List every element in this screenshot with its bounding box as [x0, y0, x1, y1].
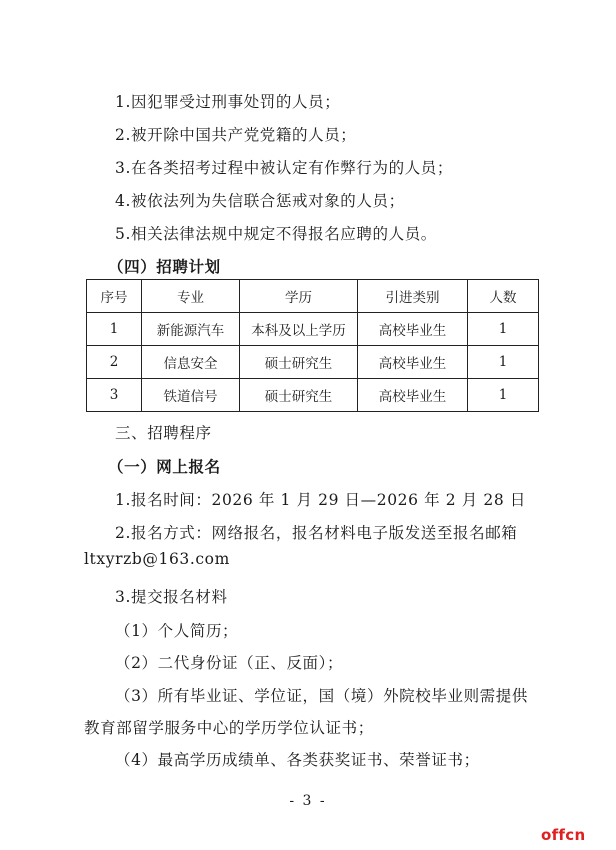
registration-method: 2.报名方式：网络报名，报名材料电子版发送至报名邮箱: [115, 524, 518, 542]
material-item-2: （2）二代身份证（正、反面）；: [115, 654, 344, 672]
plan-heading: （四）招聘计划: [108, 257, 221, 276]
disqualification-item-5: 5.相关法律法规中规定不得报名应聘的人员。: [115, 225, 437, 243]
table-cell: 硕士研究生: [240, 379, 358, 412]
online-registration-heading: （一）网上报名: [108, 457, 221, 476]
table-cell: 高校毕业生: [358, 346, 468, 379]
table-cell: 1: [468, 346, 539, 379]
registration-email: ltxyrzb@163.com: [84, 550, 230, 568]
material-item-4: （4）最高学历成绩单、各类获奖证书、荣誉证书；: [115, 751, 480, 769]
col-header-number: 序号: [87, 280, 142, 313]
table-cell: 硕士研究生: [240, 346, 358, 379]
material-item-1: （1）个人简历；: [115, 622, 239, 640]
table-cell: 本科及以上学历: [240, 313, 358, 346]
disqualification-item-2: 2.被开除中国共产党党籍的人员；: [115, 126, 357, 144]
table-header-row: [87, 280, 539, 313]
table-cell: 高校毕业生: [358, 313, 468, 346]
table-cell: 2: [87, 346, 142, 379]
col-header-category: 引进类别: [358, 280, 468, 313]
registration-time: 1.报名时间：2026 年 1 月 29 日—2026 年 2 月 28 日: [115, 491, 526, 509]
disqualification-item-1: 1.因犯罪受过刑事处罚的人员；: [115, 93, 341, 111]
watermark-logo: offcn: [541, 826, 586, 844]
table-cell: 高校毕业生: [358, 379, 468, 412]
disqualification-item-3: 3.在各类招考过程中被认定有作弊行为的人员；: [115, 159, 453, 177]
table-cell: 1: [468, 379, 539, 412]
col-header-major: 专业: [142, 280, 240, 313]
disqualification-item-4: 4.被依法列为失信联合惩戒对象的人员；: [115, 192, 405, 210]
submit-materials-heading: 3.提交报名材料: [115, 588, 228, 606]
page-number: - 3 -: [289, 793, 327, 809]
material-item-3: （3）所有毕业证、学位证，国（境）外院校毕业则需提供: [115, 687, 528, 705]
table-row: [87, 313, 539, 346]
table-cell: 1: [87, 313, 142, 346]
col-header-education: 学历: [240, 280, 358, 313]
table-cell: 铁道信号: [142, 379, 240, 412]
table-cell: 1: [468, 313, 539, 346]
table-row: [87, 379, 539, 412]
table-cell: 3: [87, 379, 142, 412]
table-cell: 新能源汽车: [142, 313, 240, 346]
recruitment-plan-table: [86, 279, 539, 412]
material-item-3-continued: 教育部留学服务中心的学历学位认证书；: [84, 719, 374, 737]
col-header-count: 人数: [468, 280, 539, 313]
table-cell: 信息安全: [142, 346, 240, 379]
table-row: [87, 346, 539, 379]
section-three-heading: 三、招聘程序: [115, 424, 212, 442]
